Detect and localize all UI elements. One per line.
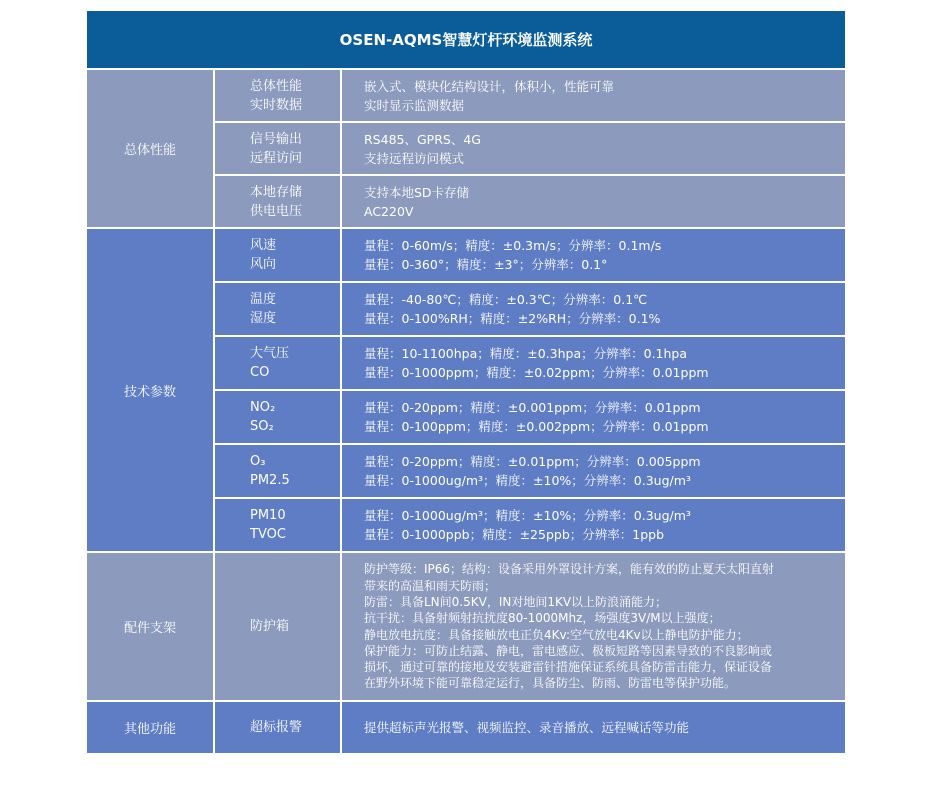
param-label: 本地存储 bbox=[250, 184, 303, 200]
desc-line: 提供超标声光报警、视频监控、录音播放、远程喊话等功能 bbox=[364, 720, 690, 735]
group-other-features bbox=[87, 702, 845, 753]
table-row bbox=[215, 337, 845, 391]
param-cell bbox=[215, 123, 342, 174]
desc-cell bbox=[342, 499, 845, 551]
category-cell: 总体性能 bbox=[87, 70, 215, 227]
desc-cell bbox=[342, 445, 845, 497]
param-label: PM10 bbox=[250, 508, 286, 523]
desc-line: 量程：0-1000ug/m³；精度：±10%；分辨率：0.3ug/m³ bbox=[364, 508, 691, 523]
param-label: 湿度 bbox=[250, 311, 277, 326]
param-cell bbox=[215, 499, 342, 551]
desc-line: 带来的高温和雨天防雨； bbox=[364, 578, 497, 593]
param-label: 大气压 bbox=[250, 346, 290, 361]
table-row bbox=[215, 176, 845, 227]
desc-line: 量程：-40-80℃；精度：±0.3℃；分辨率：0.1℃ bbox=[364, 292, 648, 307]
param-cell bbox=[215, 70, 342, 121]
desc-cell bbox=[342, 391, 845, 443]
param-label: 总体性能 bbox=[250, 78, 303, 94]
desc-cell bbox=[342, 553, 845, 700]
table-row bbox=[215, 70, 845, 123]
table-row bbox=[215, 229, 845, 283]
desc-cell bbox=[342, 123, 845, 174]
group-overall bbox=[87, 70, 845, 229]
param-cell bbox=[215, 176, 342, 227]
desc-line: RS485、GPRS、4G bbox=[364, 131, 481, 147]
desc-line: 量程：0-1000ppb；精度：±25ppb；分辨率：1ppb bbox=[364, 527, 665, 542]
table-row bbox=[215, 283, 845, 337]
desc-cell bbox=[342, 229, 845, 281]
desc-cell bbox=[342, 337, 845, 389]
desc-line: 量程：0-1000ppm；精度：±0.02ppm；分辨率：0.01ppm bbox=[364, 365, 709, 380]
param-label: O₃ bbox=[250, 454, 266, 469]
param-label: CO bbox=[250, 365, 270, 380]
desc-cell bbox=[342, 702, 845, 753]
group-tech-params bbox=[87, 229, 845, 553]
param-label: 风速 bbox=[250, 238, 277, 253]
desc-cell bbox=[342, 176, 845, 227]
param-label: 远程访问 bbox=[250, 150, 303, 166]
param-cell bbox=[215, 229, 342, 281]
desc-line: 支持本地SD卡存储 bbox=[364, 184, 470, 200]
desc-line: 抗干扰：具备射频射抗扰度80-1000Mhz，场强度3V/M以上强度； bbox=[364, 611, 721, 626]
desc-line: 量程：0-1000ug/m³；精度：±10%；分辨率：0.3ug/m³ bbox=[364, 473, 691, 488]
param-cell bbox=[215, 702, 342, 753]
desc-line: 支持远程访问模式 bbox=[364, 150, 465, 166]
desc-line: 量程：0-20ppm；精度：±0.01ppm；分辨率：0.005ppm bbox=[364, 454, 701, 469]
desc-line: 保护能力：可防止结露、静电，雷电感应、极板短路等因素导致的不良影响或 bbox=[364, 643, 773, 658]
desc-line: 静电放电抗度：具备接触放电正负4Kv:空气放电4Kv以上静电防护能力； bbox=[364, 627, 749, 642]
param-label: 供电电压 bbox=[250, 203, 303, 219]
table-row bbox=[215, 499, 845, 551]
param-label: SO₂ bbox=[250, 419, 274, 434]
desc-line: 量程：0-360°；精度：±3°；分辨率：0.1° bbox=[364, 257, 608, 272]
param-label: 实时数据 bbox=[250, 97, 303, 113]
param-label: NO₂ bbox=[250, 400, 276, 415]
group-accessories bbox=[87, 553, 845, 702]
table-title: OSEN-AQMS智慧灯杆环境监测系统 bbox=[87, 11, 845, 68]
param-label: 风向 bbox=[250, 257, 277, 272]
table-row bbox=[215, 553, 845, 700]
param-label: TVOC bbox=[250, 527, 286, 542]
desc-line: 量程：0-100ppm；精度：±0.002ppm；分辨率：0.01ppm bbox=[364, 419, 709, 434]
table-row bbox=[215, 702, 845, 753]
desc-line: 实时显示监测数据 bbox=[364, 97, 465, 113]
table-body bbox=[87, 68, 845, 753]
param-cell bbox=[215, 283, 342, 335]
desc-line: 量程：0-20ppm；精度：±0.001ppm；分辨率：0.01ppm bbox=[364, 400, 701, 415]
param-label: PM2.5 bbox=[250, 473, 290, 488]
category-cell: 技术参数 bbox=[87, 229, 215, 551]
desc-line: 量程：10-1100hpa；精度：±0.3hpa；分辨率：0.1hpa bbox=[364, 346, 688, 361]
category-cell: 配件支架 bbox=[87, 553, 215, 700]
desc-line: 嵌入式、模块化结构设计，体积小，性能可靠 bbox=[364, 78, 615, 94]
desc-line: 损坏，通过可靠的接地及安装避雷针措施保证系统具备防雷击能力，保证设备 bbox=[364, 660, 773, 675]
desc-line: 在野外环境下能可靠稳定运行，具备防尘、防雨、防雷电等保护功能。 bbox=[364, 676, 737, 691]
spec-table bbox=[87, 11, 845, 753]
desc-cell bbox=[342, 283, 845, 335]
param-label: 超标报警 bbox=[250, 720, 303, 735]
table-row bbox=[215, 445, 845, 499]
desc-line: 量程：0-60m/s；精度：±0.3m/s；分辨率：0.1m/s bbox=[364, 238, 662, 253]
desc-line: AC220V bbox=[364, 203, 414, 219]
desc-line: 防雷：具备LN间0.5KV，IN对地间1KV以上防浪涌能力； bbox=[364, 594, 668, 609]
desc-line: 量程：0-100%RH；精度：±2%RH；分辨率：0.1% bbox=[364, 311, 661, 326]
param-label: 信号输出 bbox=[250, 131, 303, 147]
desc-line: 防护等级：IP66；结构：设备采用外罩设计方案，能有效的防止夏天太阳直射 bbox=[364, 562, 775, 577]
category-cell: 其他功能 bbox=[87, 702, 215, 753]
param-label: 温度 bbox=[250, 292, 277, 307]
param-cell bbox=[215, 445, 342, 497]
table-row bbox=[215, 391, 845, 445]
param-label: 防护箱 bbox=[250, 619, 290, 634]
desc-cell bbox=[342, 70, 845, 121]
param-cell bbox=[215, 553, 342, 700]
table-row bbox=[215, 123, 845, 176]
param-cell bbox=[215, 337, 342, 389]
param-cell bbox=[215, 391, 342, 443]
